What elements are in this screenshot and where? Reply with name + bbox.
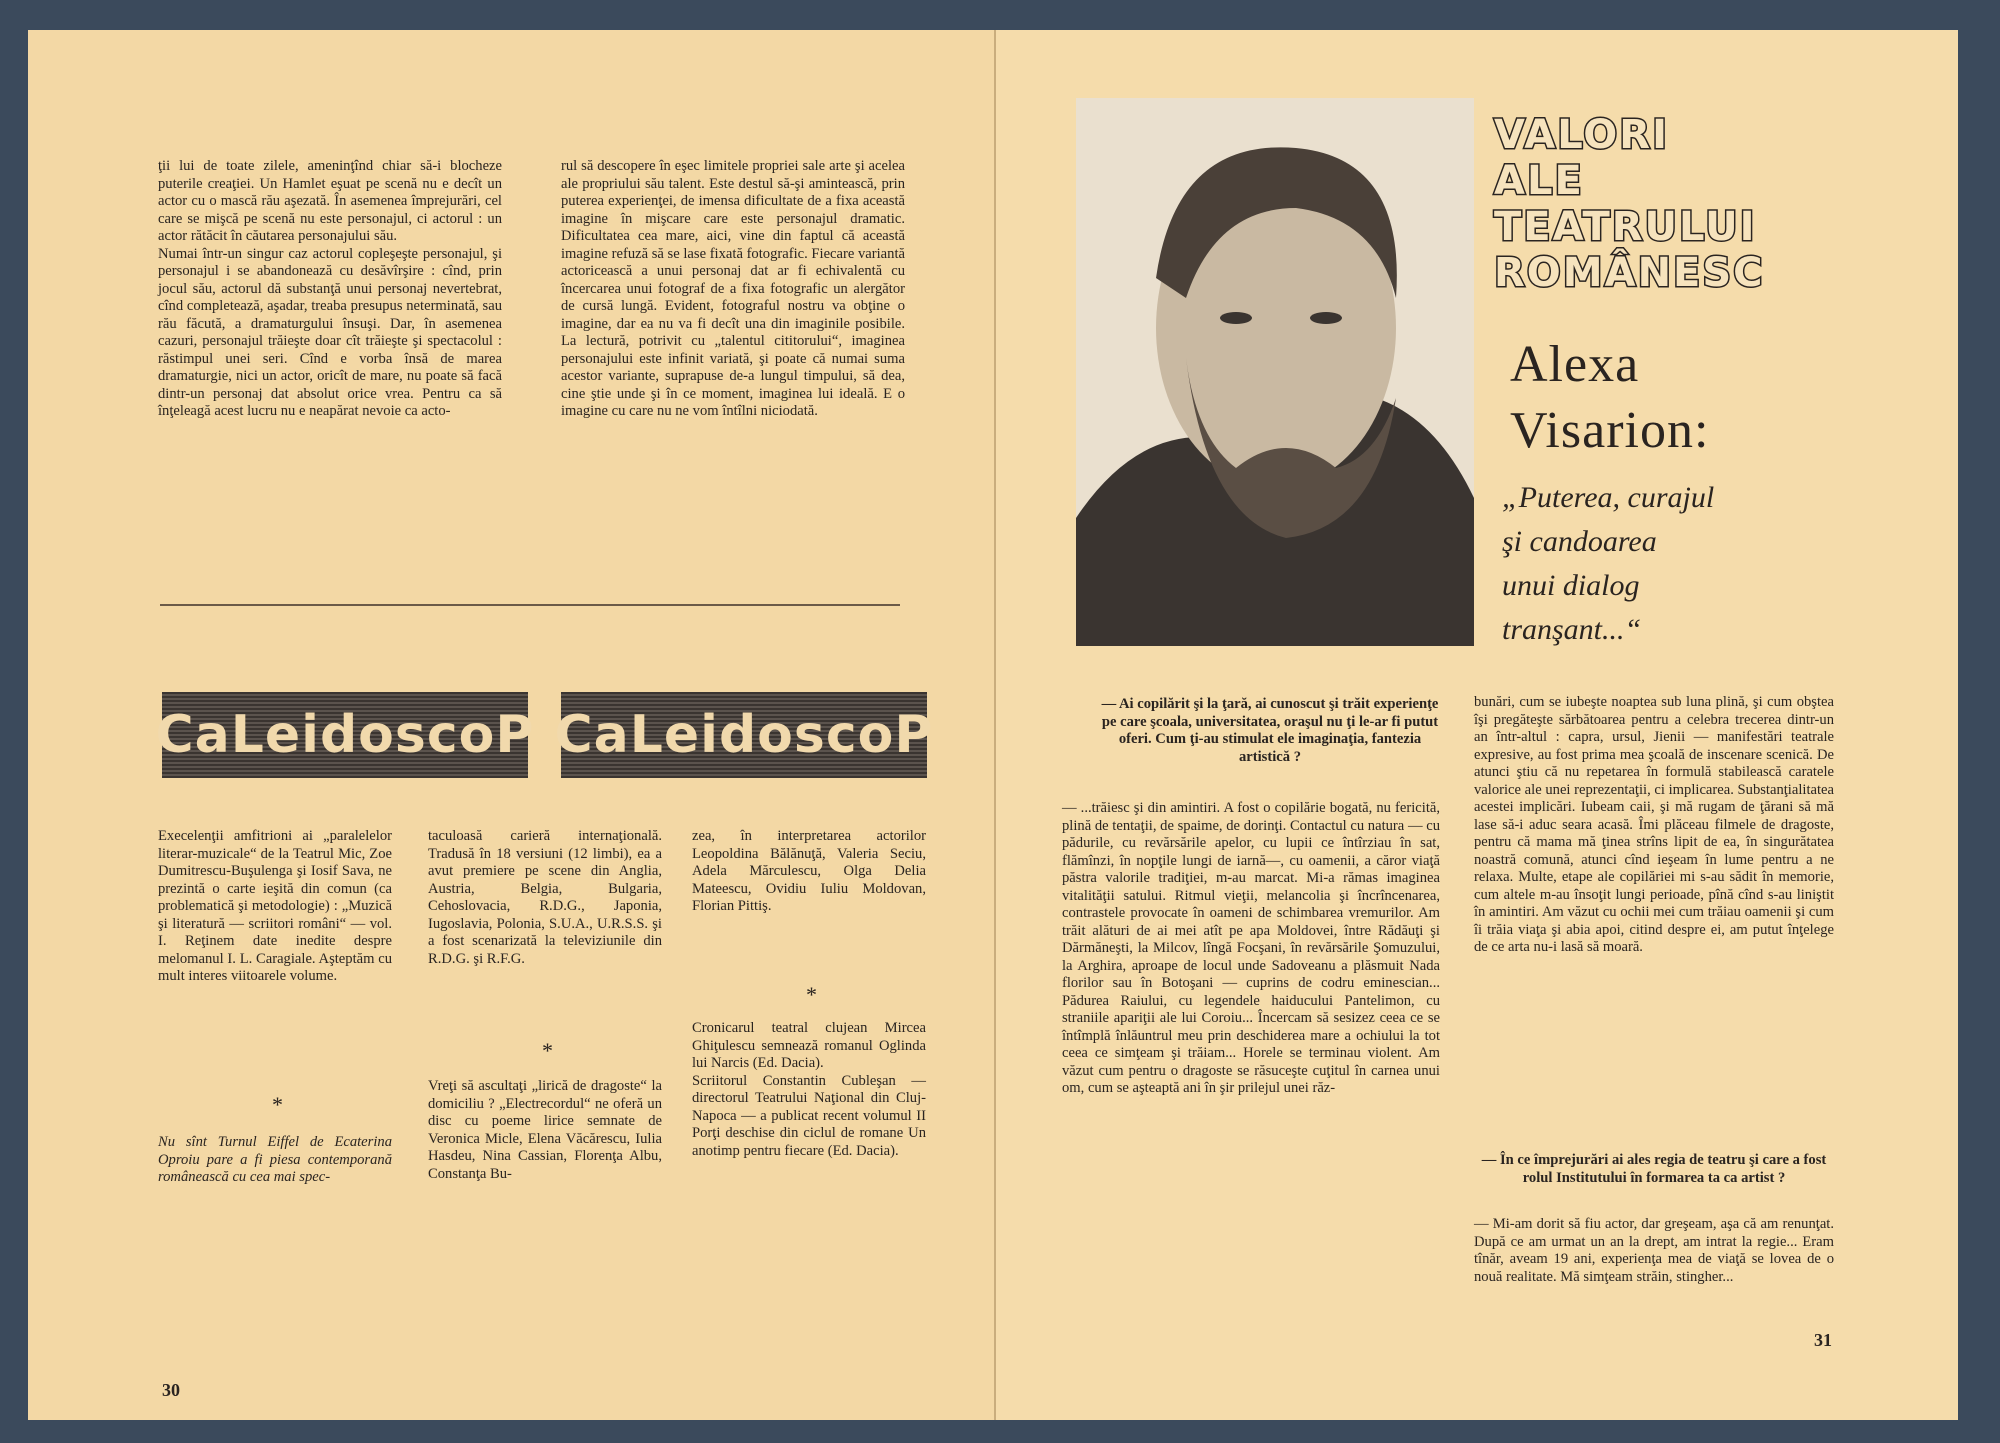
page-number: 31 [1814,1330,1832,1350]
separator-star: * [542,1038,553,1063]
news-column-2a: taculoasă carieră internaţională. Tradusă în 18 versiuni (12 limbi), ea a avut premiere pe scene din Anglia, Austria, Belgia, Bulgaria, Cehoslovacia, R.D.G., Japonia, Iugoslavia, Polonia, S.U.A., U.R.S.S. şi a fost scenarizată la televiziunile din R.D.G. şi R.F.G. [428,828,662,967]
quote-line: şi candoarea [1502,525,1657,558]
series-title-line: TEATRULUI [1494,204,1757,250]
news-column-2b: Vreţi să ascultaţi „lirică de dragoste“ la domiciliu ? „Electrecordul“ ne oferă un disc cu poeme lirice semnate de Veronica Micle, Elena Văcărescu, Iulia Hasdeu, Nina Cassian, Florenţa Albu, Constanţa Bu- [428,1078,662,1182]
quote-line: „Puterea, curajul [1502,481,1715,514]
section-divider [160,604,900,606]
series-title-line: ROMÂNESC [1494,250,1765,296]
separator-star: * [806,982,817,1007]
series-title-line: VALORI [1494,112,1669,158]
quote-line: unui dialog [1502,569,1640,602]
article-column-1: ţii lui de toate zilele, ameninţînd chiar să-i blocheze puterile creaţiei. Un Hamlet eşuat pe scenă nu e decît un actor cu o mască rău aşezată. În asemenea împrejurări, cel care se mişcă pe scenă nu este personajul, ci actorul : un actor rătăcit în căutarea personajului său. Numai într-un singur caz actorul copleşeşte personajul, şi personajul i se abandonează cu desăvîrşire : cînd, prin jocul său, actorul dă substanţă unui personaj nevertebrat, cînd completează, aşadar, treaba presupus neterminată, sau rău făcută, a dramaturgului însuşi. Dar, în asemenea cazuri, personajul trăieşte doar cît trăieşte şi spectacolul : răstimpul unei seri. Cînd e vorba însă de marea dramaturgie, nici un actor, oricît de mare, nu poate să facă dintr-un personaj dat absolut orice vrea. Pentru ca să înţeleagă acest lucru nu e neapărat nevoie ca acto- [158,158,502,419]
news-column-3b: Cronicarul teatral clujean Mircea Ghiţulescu semnează romanul Oglinda lui Narcis (Ed. Dacia). Scriitorul Constantin Cubleşan — directorul Teatrului Naţional din Cluj-Napoca — a publicat recent volumul II Porţi deschise din ciclul de romane Un anotimp pentru fiecare (Ed. Dacia). [692,1020,926,1159]
banner-title: CaLeidoscoP [155,705,535,765]
series-title-line: ALE [1494,158,1584,204]
news-column-1b: Nu sînt Turnul Eiffel de Ecaterina Oproiu pare a fi piesa contemporană românească cu cea mai spec- [158,1134,392,1185]
page-number: 30 [162,1380,180,1400]
name-last: Visarion: [1510,402,1710,459]
right-page [996,30,1958,1420]
portrait-photo [1076,98,1474,646]
portrait-illustration [1076,98,1474,646]
news-column-1a: Execelenţii amfitrioni ai „paralelelor literar-muzicale“ de la Teatrul Mic, Zoe Dumitrescu-Buşulenga şi Iosif Sava, ne prezintă o carte ieşită din comun (ca problematică şi metodologie) : „Muzică şi literatură — scriitori români“ — vol. I. Reţinem date inedite despre melomanul I. L. Caragiale. Aşteptăm cu mult interes viitoarele volume. [158,828,392,984]
caleidoscop-banner-right [554,692,934,778]
series-title [1494,112,1765,296]
article-column-2: rul să descopere în eşec limitele propriei sale arte şi acelea ale propriului său talent. Este destul să-şi amintească, prin puterea experienţei, de imensa dificultate de a fixa această imagine în mişcare care este personajul dramatic. Dificultatea cea mare, aici, vine din faptul că această imagine refuză să se lase fixată fotografic. Fiecare variantă actoricească a unui personaj dat ar fi echivalentă cu încercarea unui fotograf de a fixa fotografic un alergător de cursă lungă. Evident, fotograful nostru va obţine o imagine, dar ea nu va fi decît una din imaginile posibile. La lectură, potrivit cu „talentul cititorului“, imaginea personajului este infinit variată, şi poate că numai suma acestor variante, suprapuse de-a lungul timpului, să dea, cine ştie unde şi în ce moment, imaginea lui ideală. E o imagine cu care nu ne vom întîlni niciodată. [561,158,905,419]
interview-answer-2: — Mi-am dorit să fiu actor, dar greşeam, aşa că am renunţat. După ce am urmat un an la drept, am intrat la regie... Eram tînăr, aveam 19 ani, experienţa mea de viaţă se lovea de o nouă realitate. Mă simţeam străin, stingher... [1474,1216,1834,1285]
interview-answer-1-col1: — ...trăiesc şi din amintiri. A fost o copilărie bogată, nu fericită, plină de tentaţii, de spaime, de dorinţi. Contactul cu natura — cu pădurile, cu revărsările apelor, cu lupii ce întîrziau în sat, flămînzi, în nopţile lungi de iarnă—, cu oamenii, a căror viaţă păstra valorile tradiţiei, m-au marcat. Mi-a rămas imaginea vitalităţii satului. Ritmul vieţii, melancolia şi încrîncenarea, contrastele provocate în oameni de schimbarea vremurilor. Am trăit alături de ai mei atît pe apa Moldovei, între Rădăuţi şi Dărmăneşti, la Milcov, lîngă Focşani, în revărsările Şomuzului, la Arghira, aproape de locul unde Sadoveanu a plăsmuit Nada florilor sau în Botoşani — cuprins de codru eminescian... Pădurea Raiului, cu legendele haiducului Pantelimon, cu straniile apariţii ale lui Coroiu... Încercam să sesizez ceea ce se întîmplă înlăuntrul meu prin deschiderea mare a ochiului la tot ceea ce simţeam şi trăiam... Horele se terminau violent. Am văzut cum pentru o dragoste se răsuceşte cuţitul în carnea unui om, cum se aşteaptă ani în şir prilejul unei răz- [1062,800,1440,1096]
interview-answer-1-col2: bunări, cum se iubeşte noaptea sub luna plină, şi cum obştea îşi pregăteşte sărbătoarea pentru a celebra trecerea dintr-un an într-altul : capra, ursul, Jienii — manifestări teatrale expresive, au fost prima mea şcoală de inscenare scenică. De atunci ştiu că nu repetarea în formulă stabilească caratele valorice ale unei reprezentaţii, ci implicarea. Substanţialitatea acestei implicări. Iubeam caii, şi mă rugam de ţărani să mă lase să-i aduc seara acasă. Îmi plăceau filmele de dragoste, pentru că mama mă ţinea strîns lipit de ea, în singurătatea noastră comună, atunci cînd ieşeam în lume pentru a ne relaxa. Multe, etape ale copilăriei mi s-au sădit în memorie, cum altele m-au însoţit lungi perioade, pînă cînd s-au liniştit în amintiri. Am văzut cu ochii mei cum trăiau oamenii şi cum îi trăia viaţa şi abia apoi, citind despre ei, am putut înţelege de ce arta nu-i lasă să moară. [1474,694,1834,955]
separator-star: * [272,1092,283,1117]
interview-question-1: — Ai copilărit şi la ţară, ai cunoscut şi trăit experienţe pe care şcoala, universitatea, oraşul nu ţi le-ar fi putut oferi. Cum ţi-au stimulat ele imaginaţia, fantezia artistică ? [1101,696,1439,765]
name-first: Alexa [1510,336,1640,393]
news-column-3a: zea, în interpretarea actorilor Leopoldina Bălănuţă, Valeria Seciu, Adela Mărculescu, Olga Delia Mateescu, Ovidiu Iuliu Moldovan, Florian Pittiş. [692,828,926,914]
interviewee-name [1510,332,1709,464]
headline-quote [1502,476,1714,652]
left-page [28,30,996,1420]
interview-question-2: — În ce împrejurări ai ales regia de teatru şi care a fost rolul Institutului în formarea ta ca artist ? [1481,1152,1827,1186]
quote-line: tranşant...“ [1502,613,1642,646]
caleidoscop-banner-left [155,692,535,778]
banner-title: CaLeidoscoP [554,705,934,765]
